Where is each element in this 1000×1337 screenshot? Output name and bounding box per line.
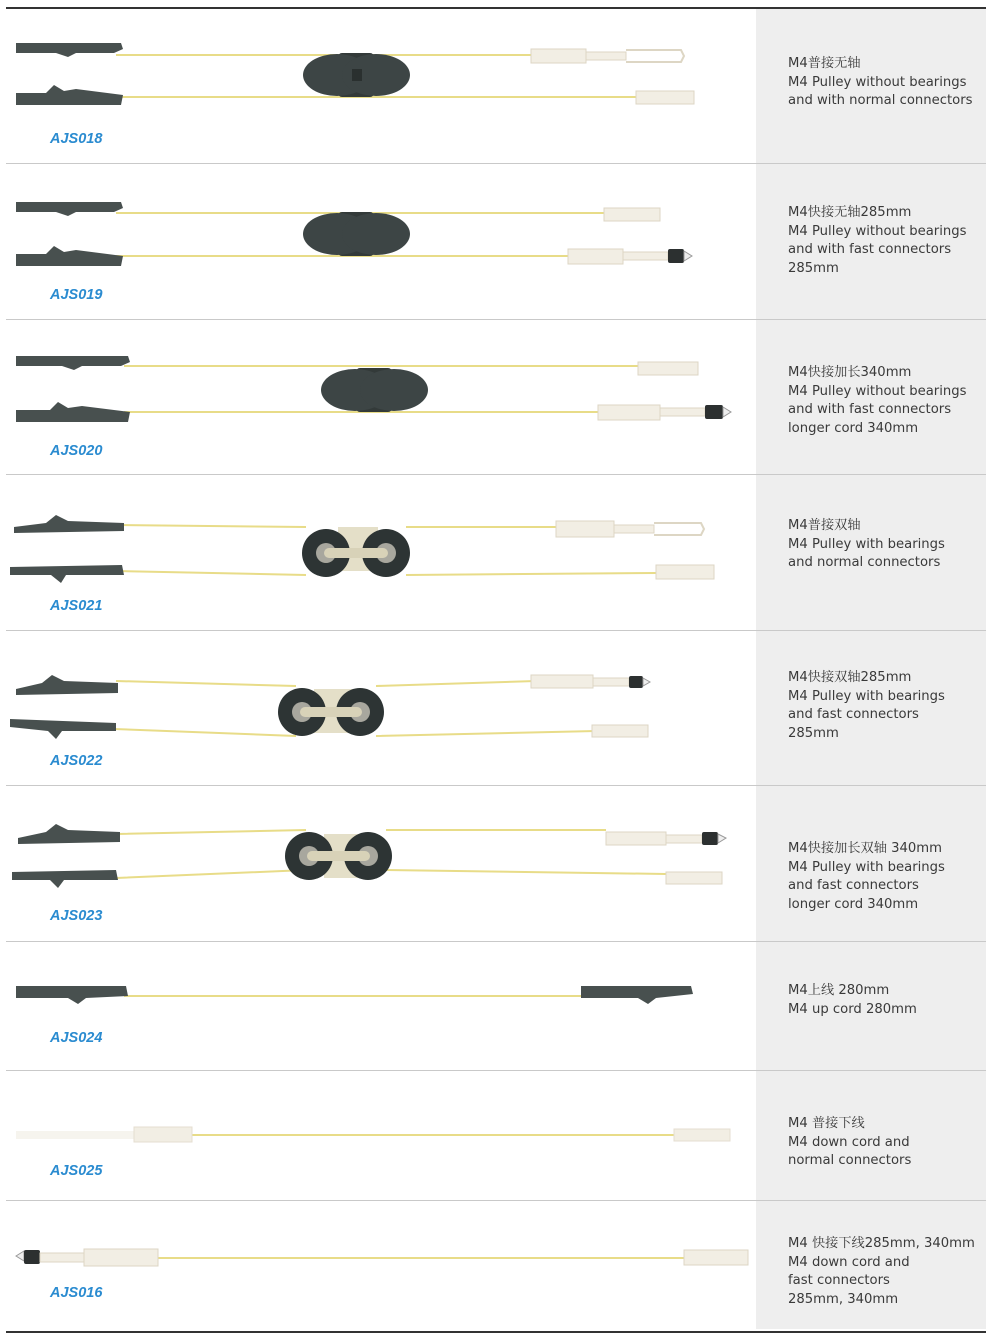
product-code: AJS021 [50, 598, 103, 614]
product-catalog-table [6, 7, 986, 1333]
product-row-ajs019 [6, 164, 986, 320]
product-row-ajs016 [6, 1201, 986, 1329]
product-description: M4普接双轴 M4 Pulley with bearings and normal connectors [788, 518, 945, 571]
product-illustration [6, 475, 756, 630]
product-illustration [6, 631, 756, 785]
product-description: M4 普接下线 M4 down cord and normal connectors [788, 1116, 912, 1169]
product-row-ajs024 [6, 942, 986, 1071]
product-description: M4上线 280mm M4 up cord 280mm [788, 983, 917, 1017]
product-description-cell [756, 942, 986, 1070]
product-illustration [6, 9, 756, 163]
cord-assembly-image [10, 675, 650, 739]
product-description-cell [756, 786, 986, 941]
product-description: M4快接无轴285mm M4 Pulley without bearings and with fast connectors 285mm [788, 205, 967, 277]
product-code: AJS018 [50, 131, 103, 147]
product-description: M4快接加长双轴 340mm M4 Pulley with bearings and fast connectors longer cord 340mm [788, 841, 945, 913]
cord-assembly-image [16, 1249, 748, 1266]
product-illustration [6, 164, 756, 319]
product-description-cell [756, 1201, 986, 1329]
product-code: AJS022 [50, 753, 103, 769]
product-code: AJS024 [50, 1030, 103, 1046]
product-code: AJS020 [50, 443, 103, 459]
product-illustration [6, 786, 756, 941]
product-illustration [6, 320, 756, 474]
cord-assembly-image [16, 202, 692, 266]
product-description-cell [756, 475, 986, 630]
product-row-ajs022 [6, 631, 986, 786]
product-code: AJS019 [50, 287, 103, 303]
product-code: AJS025 [50, 1163, 103, 1179]
product-row-ajs021 [6, 475, 986, 631]
cord-assembly-image [10, 515, 714, 583]
product-description-cell [756, 320, 986, 474]
cord-assembly-image [16, 43, 694, 105]
product-description-cell [756, 631, 986, 785]
cord-assembly-image [16, 986, 693, 1004]
product-description-cell [756, 1071, 986, 1200]
product-description: M4普接无轴 M4 Pulley without bearings and with normal connectors [788, 56, 973, 109]
product-description-cell [756, 9, 986, 163]
product-code: AJS023 [50, 908, 103, 924]
cord-assembly-image [12, 824, 726, 888]
product-code: AJS016 [50, 1285, 103, 1301]
product-illustration [6, 1071, 756, 1200]
product-row-ajs023 [6, 786, 986, 942]
product-description: M4 快接下线285mm, 340mm M4 down cord and fast connectors 285mm, 340mm [788, 1236, 975, 1308]
product-description-cell [756, 164, 986, 319]
product-row-ajs020 [6, 320, 986, 475]
product-row-ajs025 [6, 1071, 986, 1201]
cord-assembly-image [16, 1127, 730, 1142]
product-description: M4快接加长340mm M4 Pulley without bearings and with fast connectors longer cord 340mm [788, 365, 967, 437]
product-description: M4快接双轴285mm M4 Pulley with bearings and fast connectors 285mm [788, 670, 945, 742]
cord-assembly-image [16, 356, 731, 422]
product-row-ajs018 [6, 9, 986, 164]
product-illustration [6, 942, 756, 1070]
product-illustration [6, 1201, 756, 1329]
